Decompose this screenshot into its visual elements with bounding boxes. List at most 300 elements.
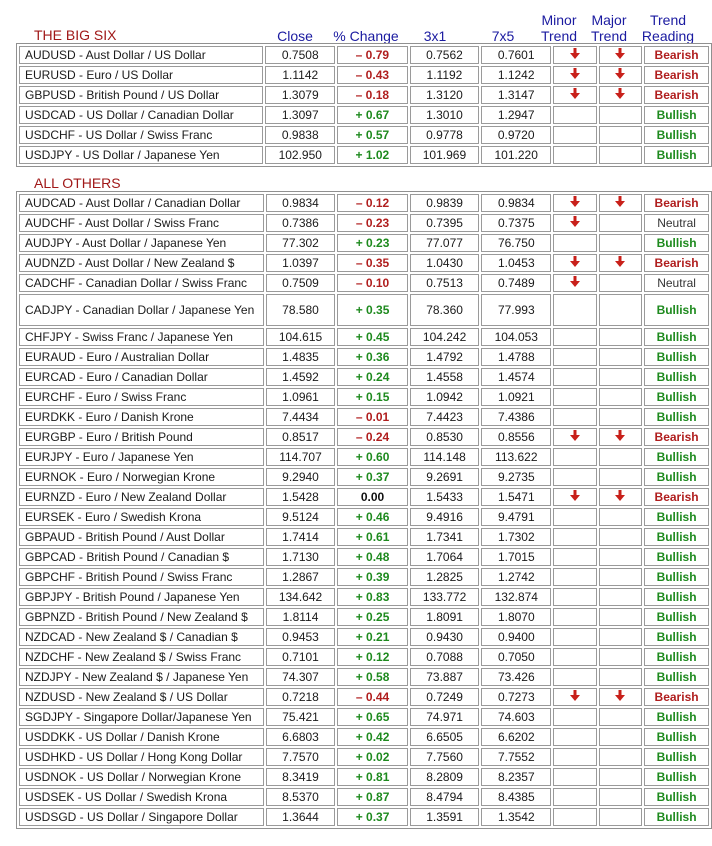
trend-reading: Bullish [644,388,709,406]
percent-change: – 0.24 [337,428,407,446]
header-reading-line2: Reading [641,28,695,44]
percent-change: + 0.21 [337,628,407,646]
ma-7x5-value: 1.0453 [481,254,551,272]
ma-7x5-value: 1.5471 [481,488,551,506]
percent-change: + 0.81 [337,768,407,786]
ma-7x5-value: 7.7552 [481,748,551,766]
major-trend-cell [599,808,643,826]
ma-7x5-value: 0.9720 [481,126,551,144]
ma-3x1-value: 8.2809 [410,768,480,786]
minor-trend-cell [553,568,597,586]
close-value: 1.0961 [266,388,336,406]
close-value: 1.4592 [266,368,336,386]
close-value: 0.7101 [266,648,336,666]
pair-name: AUDJPY - Aust Dollar / Japanese Yen [19,234,264,252]
percent-change: + 0.24 [337,368,407,386]
section-title-big-six: THE BIG SIX [34,27,117,43]
trend-reading: Bullish [644,448,709,466]
close-value: 134.642 [266,588,336,606]
table-row [19,328,709,346]
trend-reading: Bullish [644,708,709,726]
close-value: 7.7570 [266,748,336,766]
big-six-table [16,43,712,167]
pair-name: GBPUSD - British Pound / US Dollar [19,86,263,104]
down-arrow-icon [570,430,580,441]
ma-3x1-value: 104.242 [410,328,480,346]
section-title-all-others: ALL OTHERS [34,175,121,191]
pair-name: EURCAD - Euro / Canadian Dollar [19,368,264,386]
trend-reading: Bearish [644,46,709,64]
table-row [19,588,709,606]
ma-3x1-value: 1.7341 [410,528,480,546]
trend-reading: Bullish [644,788,709,806]
pair-name: NZDUSD - New Zealand $ / US Dollar [19,688,264,706]
ma-3x1-value: 73.887 [410,668,480,686]
header-7x5: 7x5 [491,28,515,44]
close-value: 102.950 [265,146,335,164]
ma-7x5-value: 1.4788 [481,348,551,366]
ma-3x1-value: 1.0942 [410,388,480,406]
table-row [19,66,709,84]
ma-7x5-value: 1.4574 [481,368,551,386]
table-row [19,448,709,466]
minor-trend-cell [553,86,597,104]
down-arrow-icon [570,490,580,501]
close-value: 114.707 [266,448,336,466]
table-row [19,748,709,766]
pair-name: USDCAD - US Dollar / Canadian Dollar [19,106,263,124]
ma-3x1-value: 114.148 [410,448,480,466]
minor-trend-cell [553,146,597,164]
trend-reading: Bullish [644,408,709,426]
ma-7x5-value: 1.0921 [481,388,551,406]
close-value: 0.9838 [265,126,335,144]
ma-3x1-value: 1.3010 [410,106,480,124]
minor-trend-cell [553,668,597,686]
close-value: 1.3079 [265,86,335,104]
ma-3x1-value: 1.7064 [410,548,480,566]
major-trend-cell [599,788,643,806]
major-trend-cell [599,126,643,144]
ma-7x5-value: 0.9834 [481,194,551,212]
minor-trend-cell [553,328,597,346]
percent-change: + 0.37 [337,808,407,826]
minor-trend-cell [553,788,597,806]
table-row [19,488,709,506]
table-row [19,194,709,212]
header-major-line1: Major [591,12,627,28]
header-major-trend [584,12,634,44]
major-trend-cell [599,348,643,366]
close-value: 1.0397 [266,254,336,272]
major-trend-cell [599,588,643,606]
minor-trend-cell [553,368,597,386]
percent-change: – 0.01 [337,408,407,426]
percent-change: + 0.36 [337,348,407,366]
ma-7x5-value: 113.622 [481,448,551,466]
close-value: 0.8517 [266,428,336,446]
trend-reading: Bullish [644,146,709,164]
major-trend-cell [599,488,643,506]
percent-change: + 1.02 [337,146,407,164]
pair-name: NZDCAD - New Zealand $ / Canadian $ [19,628,264,646]
pair-name: CADCHF - Canadian Dollar / Swiss Franc [19,274,264,292]
trend-reading: Bullish [644,728,709,746]
table-row [19,508,709,526]
pair-name: EURGBP - Euro / British Pound [19,428,264,446]
major-trend-cell [599,768,643,786]
percent-change: + 0.25 [337,608,407,626]
header-change: % Change [333,28,399,44]
table-row [19,368,709,386]
table-row [19,254,709,272]
trend-reading: Neutral [644,214,709,232]
close-value: 0.7218 [266,688,336,706]
close-value: 8.5370 [266,788,336,806]
table-row [19,126,709,144]
percent-change: + 0.61 [337,528,407,546]
pair-name: GBPJPY - British Pound / Japanese Yen [19,588,264,606]
table-row [19,628,709,646]
percent-change: + 0.58 [337,668,407,686]
ma-3x1-value: 78.360 [410,294,480,326]
table-row [19,106,709,124]
major-trend-cell [599,668,643,686]
close-value: 78.580 [266,294,336,326]
ma-7x5-value: 1.2742 [481,568,551,586]
table-row [19,608,709,626]
close-value: 1.3644 [266,808,336,826]
close-value: 0.9834 [266,194,336,212]
close-value: 77.302 [266,234,336,252]
pair-name: AUDCHF - Aust Dollar / Swiss Franc [19,214,264,232]
table-row [19,348,709,366]
table-row [19,408,709,426]
table-row [19,86,709,104]
ma-7x5-value: 0.9400 [481,628,551,646]
percent-change: + 0.23 [337,234,407,252]
minor-trend-cell [553,448,597,466]
percent-change: – 0.35 [337,254,407,272]
minor-trend-cell [553,728,597,746]
table-row [19,708,709,726]
down-arrow-icon [570,88,580,99]
ma-7x5-value: 8.4385 [481,788,551,806]
pair-name: GBPAUD - British Pound / Aust Dollar [19,528,264,546]
percent-change: – 0.43 [337,66,407,84]
major-trend-cell [599,508,643,526]
table-row [19,808,709,826]
percent-change: + 0.65 [337,708,407,726]
header-minor-line2: Trend [540,28,578,44]
percent-change: + 0.02 [337,748,407,766]
major-trend-cell [599,368,643,386]
minor-trend-cell [553,348,597,366]
trend-reading: Bullish [644,528,709,546]
pair-name: EURAUD - Euro / Australian Dollar [19,348,264,366]
minor-trend-cell [553,548,597,566]
down-arrow-icon [615,196,625,207]
trend-reading: Bullish [644,234,709,252]
major-trend-cell [599,254,643,272]
major-trend-cell [599,528,643,546]
trend-reading: Bullish [644,294,709,326]
ma-3x1-value: 9.2691 [410,468,480,486]
ma-3x1-value: 8.4794 [410,788,480,806]
close-value: 1.2867 [266,568,336,586]
close-value: 1.5428 [266,488,336,506]
ma-3x1-value: 0.9778 [410,126,480,144]
trend-reading: Bullish [644,348,709,366]
major-trend-cell [599,748,643,766]
trend-reading: Bullish [644,648,709,666]
major-trend-cell [599,728,643,746]
trend-reading: Bullish [644,106,709,124]
minor-trend-cell [553,106,597,124]
ma-7x5-value: 7.4386 [481,408,551,426]
ma-3x1-value: 1.1192 [410,66,480,84]
close-value: 6.6803 [266,728,336,746]
minor-trend-cell [553,688,597,706]
table-row [19,788,709,806]
pair-name: EURNZD - Euro / New Zealand Dollar [19,488,264,506]
ma-7x5-value: 1.7015 [481,548,551,566]
table-row [19,428,709,446]
ma-7x5-value: 74.603 [481,708,551,726]
minor-trend-cell [553,274,597,292]
ma-3x1-value: 0.9839 [410,194,480,212]
ma-3x1-value: 1.4558 [410,368,480,386]
table-row [19,146,709,164]
pair-name: USDJPY - US Dollar / Japanese Yen [19,146,263,164]
down-arrow-icon [615,490,625,501]
ma-7x5-value: 101.220 [481,146,551,164]
close-value: 0.9453 [266,628,336,646]
major-trend-cell [599,274,643,292]
minor-trend-cell [553,214,597,232]
ma-3x1-value: 6.6505 [410,728,480,746]
ma-3x1-value: 0.7513 [410,274,480,292]
pair-name: GBPCAD - British Pound / Canadian $ [19,548,264,566]
close-value: 1.3097 [265,106,335,124]
pair-name: CADJPY - Canadian Dollar / Japanese Yen [19,294,264,326]
minor-trend-cell [553,488,597,506]
close-value: 1.8114 [266,608,336,626]
close-value: 0.7508 [265,46,335,64]
pair-name: NZDJPY - New Zealand $ / Japanese Yen [19,668,264,686]
pair-name: SGDJPY - Singapore Dollar/Japanese Yen [19,708,264,726]
header-minor-trend [534,12,584,44]
pair-name: NZDCHF - New Zealand $ / Swiss Franc [19,648,264,666]
ma-3x1-value: 7.4423 [410,408,480,426]
minor-trend-cell [553,294,597,326]
table-row [19,234,709,252]
ma-7x5-value: 77.993 [481,294,551,326]
trend-reading: Bullish [644,548,709,566]
minor-trend-cell [553,388,597,406]
ma-7x5-value: 104.053 [481,328,551,346]
percent-change: + 0.60 [337,448,407,466]
header-reading-line1: Trend [649,12,687,28]
major-trend-cell [599,66,643,84]
ma-3x1-value: 0.7562 [410,46,480,64]
ma-3x1-value: 1.0430 [410,254,480,272]
trend-reading: Neutral [644,274,709,292]
ma-7x5-value: 0.8556 [481,428,551,446]
percent-change: – 0.10 [337,274,407,292]
major-trend-cell [599,388,643,406]
ma-3x1-value: 74.971 [410,708,480,726]
major-trend-cell [599,328,643,346]
table-row [19,468,709,486]
ma-7x5-value: 73.426 [481,668,551,686]
pair-name: GBPNZD - British Pound / New Zealand $ [19,608,264,626]
pair-name: USDDKK - US Dollar / Danish Krone [19,728,264,746]
ma-3x1-value: 7.7560 [410,748,480,766]
ma-7x5-value: 0.7273 [481,688,551,706]
major-trend-cell [599,214,643,232]
close-value: 75.421 [266,708,336,726]
table-row [19,668,709,686]
ma-7x5-value: 1.3147 [481,86,551,104]
table-row [19,548,709,566]
header-major-line2: Trend [590,28,628,44]
trend-reading: Bullish [644,588,709,606]
minor-trend-cell [553,608,597,626]
major-trend-cell [599,408,643,426]
ma-3x1-value: 0.8530 [410,428,480,446]
percent-change: + 0.45 [337,328,407,346]
pair-name: USDCHF - US Dollar / Swiss Franc [19,126,263,144]
pair-name: GBPCHF - British Pound / Swiss Franc [19,568,264,586]
percent-change: – 0.23 [337,214,407,232]
percent-change: + 0.87 [337,788,407,806]
major-trend-cell [599,628,643,646]
percent-change: + 0.15 [337,388,407,406]
percent-change: + 0.83 [337,588,407,606]
pair-name: USDHKD - US Dollar / Hong Kong Dollar [19,748,264,766]
minor-trend-cell [553,428,597,446]
pair-name: CHFJPY - Swiss Franc / Japanese Yen [19,328,264,346]
minor-trend-cell [553,46,597,64]
all-others-table [16,191,712,829]
minor-trend-cell [553,508,597,526]
ma-7x5-value: 1.8070 [481,608,551,626]
ma-3x1-value: 0.7395 [410,214,480,232]
trend-reading: Bullish [644,768,709,786]
table-row [19,728,709,746]
down-arrow-icon [615,690,625,701]
ma-3x1-value: 101.969 [410,146,480,164]
trend-reading: Bullish [644,748,709,766]
percent-change: – 0.18 [337,86,407,104]
ma-3x1-value: 1.5433 [410,488,480,506]
close-value: 9.2940 [266,468,336,486]
ma-7x5-value: 0.7375 [481,214,551,232]
trend-reading: Bearish [644,428,709,446]
percent-change: – 0.44 [337,688,407,706]
pair-name: USDNOK - US Dollar / Norwegian Krone [19,768,264,786]
major-trend-cell [599,568,643,586]
header-trend-reading [636,12,700,44]
percent-change: – 0.12 [337,194,407,212]
pair-name: EURJPY - Euro / Japanese Yen [19,448,264,466]
minor-trend-cell [553,234,597,252]
ma-3x1-value: 0.9430 [410,628,480,646]
trend-reading: Bullish [644,668,709,686]
down-arrow-icon [615,430,625,441]
close-value: 74.307 [266,668,336,686]
major-trend-cell [599,294,643,326]
pair-name: USDSGD - US Dollar / Singapore Dollar [19,808,264,826]
major-trend-cell [599,548,643,566]
minor-trend-cell [553,748,597,766]
major-trend-cell [599,194,643,212]
table-row [19,568,709,586]
ma-3x1-value: 0.7249 [410,688,480,706]
ma-7x5-value: 1.1242 [481,66,551,84]
table-row [19,46,709,64]
ma-7x5-value: 0.7050 [481,648,551,666]
table-row [19,388,709,406]
ma-7x5-value: 1.7302 [481,528,551,546]
ma-3x1-value: 1.3120 [410,86,480,104]
close-value: 1.7130 [266,548,336,566]
ma-7x5-value: 0.7489 [481,274,551,292]
down-arrow-icon [570,68,580,79]
pair-name: EURSEK - Euro / Swedish Krona [19,508,264,526]
major-trend-cell [599,648,643,666]
trend-reading: Bullish [644,328,709,346]
down-arrow-icon [570,48,580,59]
minor-trend-cell [553,126,597,144]
major-trend-cell [599,608,643,626]
ma-7x5-value: 76.750 [481,234,551,252]
pair-name: AUDCAD - Aust Dollar / Canadian Dollar [19,194,264,212]
percent-change: – 0.79 [337,46,407,64]
ma-7x5-value: 9.4791 [481,508,551,526]
close-value: 1.1142 [265,66,335,84]
ma-7x5-value: 1.3542 [481,808,551,826]
minor-trend-cell [553,528,597,546]
percent-change: + 0.37 [337,468,407,486]
down-arrow-icon [615,256,625,267]
major-trend-cell [599,428,643,446]
percent-change: + 0.57 [337,126,407,144]
ma-7x5-value: 8.2357 [481,768,551,786]
major-trend-cell [599,708,643,726]
ma-3x1-value: 77.077 [410,234,480,252]
percent-change: + 0.12 [337,648,407,666]
percent-change: + 0.35 [337,294,407,326]
percent-change: + 0.67 [337,106,407,124]
major-trend-cell [599,448,643,466]
trend-reading: Bearish [644,194,709,212]
major-trend-cell [599,146,643,164]
pair-name: AUDNZD - Aust Dollar / New Zealand $ [19,254,264,272]
trend-reading: Bearish [644,86,709,104]
pair-name: EURNOK - Euro / Norwegian Krone [19,468,264,486]
ma-3x1-value: 1.2825 [410,568,480,586]
major-trend-cell [599,468,643,486]
close-value: 1.7414 [266,528,336,546]
header-3x1: 3x1 [423,28,447,44]
ma-3x1-value: 0.7088 [410,648,480,666]
down-arrow-icon [615,88,625,99]
trend-reading: Bullish [644,628,709,646]
table-row [19,274,709,292]
percent-change: + 0.42 [337,728,407,746]
